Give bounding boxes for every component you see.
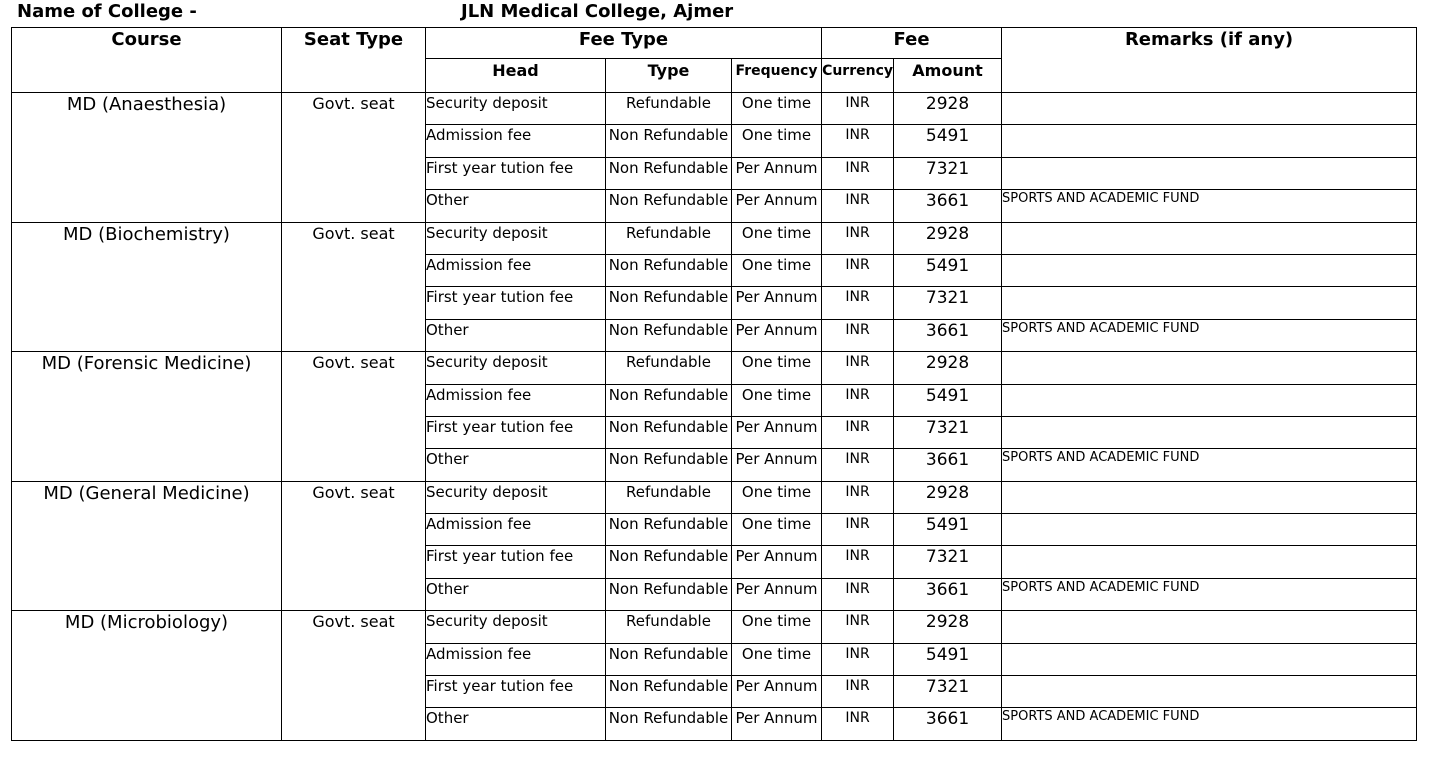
fee-frequency: One time [732,352,822,384]
fee-frequency: One time [732,125,822,157]
fee-currency: INR [822,222,894,254]
fee-amount: 5491 [894,125,1002,157]
fee-frequency: One time [732,481,822,513]
fee-amount: 2928 [894,93,1002,125]
fee-frequency: One time [732,93,822,125]
fee-frequency: Per Annum [732,676,822,708]
fee-currency: INR [822,352,894,384]
header-course: Course [12,28,282,93]
fee-amount: 7321 [894,416,1002,448]
fee-type: Refundable [606,352,732,384]
fee-type: Non Refundable [606,676,732,708]
college-label: Name of College - [17,1,197,22]
table-row [12,222,1417,254]
fee-amount: 3661 [894,708,1002,740]
fee-amount: 5491 [894,514,1002,546]
header-fee-type: Fee Type [426,28,822,59]
fee-amount: 2928 [894,481,1002,513]
fee-type: Non Refundable [606,384,732,416]
fee-remarks [1002,157,1417,189]
fee-head: Other [426,190,606,222]
college-name: JLN Medical College, Ajmer [461,1,734,22]
fee-head: Admission fee [426,125,606,157]
fee-type: Non Refundable [606,319,732,351]
fee-remarks [1002,611,1417,643]
fee-table [11,27,1417,741]
fee-frequency: One time [732,384,822,416]
header-currency: Currency [822,59,894,93]
header-row-top [12,28,1417,59]
fee-remarks [1002,643,1417,675]
fee-currency: INR [822,708,894,740]
course-name: MD (Biochemistry) [12,222,282,352]
fee-frequency: Per Annum [732,578,822,610]
seat-type: Govt. seat [282,222,426,352]
fee-frequency: Per Annum [732,416,822,448]
fee-head: Admission fee [426,643,606,675]
header-amount: Amount [894,59,1002,93]
fee-remarks [1002,125,1417,157]
fee-frequency: Per Annum [732,190,822,222]
course-name: MD (General Medicine) [12,481,282,611]
course-name: MD (Microbiology) [12,611,282,741]
fee-head: Security deposit [426,352,606,384]
header-head: Head [426,59,606,93]
fee-head: First year tution fee [426,676,606,708]
fee-type: Non Refundable [606,643,732,675]
fee-remarks [1002,546,1417,578]
fee-type: Non Refundable [606,514,732,546]
fee-currency: INR [822,254,894,286]
fee-frequency: Per Annum [732,546,822,578]
fee-head: Admission fee [426,254,606,286]
fee-head: Security deposit [426,93,606,125]
fee-currency: INR [822,190,894,222]
fee-frequency: One time [732,254,822,286]
header-remarks: Remarks (if any) [1002,28,1417,93]
fee-currency: INR [822,93,894,125]
fee-currency: INR [822,514,894,546]
fee-head: Security deposit [426,222,606,254]
fee-amount: 3661 [894,319,1002,351]
header-seat-type: Seat Type [282,28,426,93]
fee-amount: 3661 [894,190,1002,222]
fee-remarks: SPORTS AND ACADEMIC FUND [1002,708,1417,740]
fee-amount: 5491 [894,384,1002,416]
fee-type: Refundable [606,481,732,513]
fee-amount: 2928 [894,352,1002,384]
fee-type: Non Refundable [606,449,732,481]
fee-frequency: Per Annum [732,449,822,481]
fee-amount: 3661 [894,578,1002,610]
fee-remarks: SPORTS AND ACADEMIC FUND [1002,578,1417,610]
table-row [12,93,1417,125]
fee-type: Non Refundable [606,254,732,286]
fee-amount: 2928 [894,611,1002,643]
fee-currency: INR [822,611,894,643]
fee-frequency: One time [732,643,822,675]
seat-type: Govt. seat [282,352,426,482]
fee-head: First year tution fee [426,416,606,448]
fee-remarks: SPORTS AND ACADEMIC FUND [1002,319,1417,351]
header-type: Type [606,59,732,93]
fee-amount: 7321 [894,287,1002,319]
fee-head: First year tution fee [426,287,606,319]
fee-amount: 7321 [894,676,1002,708]
fee-head: Security deposit [426,481,606,513]
table-row [12,481,1417,513]
fee-type: Non Refundable [606,125,732,157]
fee-currency: INR [822,319,894,351]
fee-amount: 2928 [894,222,1002,254]
fee-type: Non Refundable [606,287,732,319]
fee-type: Non Refundable [606,416,732,448]
fee-head: Security deposit [426,611,606,643]
fee-head: Admission fee [426,384,606,416]
fee-amount: 5491 [894,254,1002,286]
fee-head: Other [426,708,606,740]
fee-remarks [1002,254,1417,286]
fee-frequency: Per Annum [732,157,822,189]
header-fee: Fee [822,28,1002,59]
fee-frequency: Per Annum [732,319,822,351]
seat-type: Govt. seat [282,481,426,611]
fee-remarks [1002,416,1417,448]
fee-type: Refundable [606,222,732,254]
fee-head: Admission fee [426,514,606,546]
table-row [12,352,1417,384]
fee-currency: INR [822,578,894,610]
fee-table-body [12,93,1417,741]
fee-remarks [1002,287,1417,319]
fee-frequency: Per Annum [732,708,822,740]
fee-currency: INR [822,157,894,189]
fee-currency: INR [822,481,894,513]
fee-remarks [1002,481,1417,513]
fee-amount: 7321 [894,157,1002,189]
fee-amount: 7321 [894,546,1002,578]
header-frequency: Frequency [732,59,822,93]
seat-type: Govt. seat [282,93,426,223]
fee-head: Other [426,449,606,481]
fee-currency: INR [822,287,894,319]
fee-currency: INR [822,546,894,578]
seat-type: Govt. seat [282,611,426,741]
fee-head: Other [426,319,606,351]
fee-remarks [1002,514,1417,546]
course-name: MD (Anaesthesia) [12,93,282,223]
fee-currency: INR [822,676,894,708]
fee-head: First year tution fee [426,157,606,189]
fee-amount: 3661 [894,449,1002,481]
fee-amount: 5491 [894,643,1002,675]
fee-head: Other [426,578,606,610]
fee-frequency: One time [732,611,822,643]
fee-frequency: Per Annum [732,287,822,319]
fee-remarks [1002,222,1417,254]
fee-remarks [1002,93,1417,125]
fee-type: Non Refundable [606,157,732,189]
fee-frequency: One time [732,222,822,254]
fee-currency: INR [822,384,894,416]
course-name: MD (Forensic Medicine) [12,352,282,482]
fee-remarks [1002,676,1417,708]
fee-type: Non Refundable [606,578,732,610]
fee-currency: INR [822,643,894,675]
fee-type: Non Refundable [606,708,732,740]
fee-remarks: SPORTS AND ACADEMIC FUND [1002,190,1417,222]
fee-currency: INR [822,125,894,157]
fee-currency: INR [822,449,894,481]
fee-type: Non Refundable [606,190,732,222]
fee-remarks [1002,384,1417,416]
fee-type: Refundable [606,611,732,643]
fee-currency: INR [822,416,894,448]
fee-type: Refundable [606,93,732,125]
fee-remarks [1002,352,1417,384]
fee-remarks: SPORTS AND ACADEMIC FUND [1002,449,1417,481]
table-row [12,611,1417,643]
fee-head: First year tution fee [426,546,606,578]
fee-frequency: One time [732,514,822,546]
fee-type: Non Refundable [606,546,732,578]
